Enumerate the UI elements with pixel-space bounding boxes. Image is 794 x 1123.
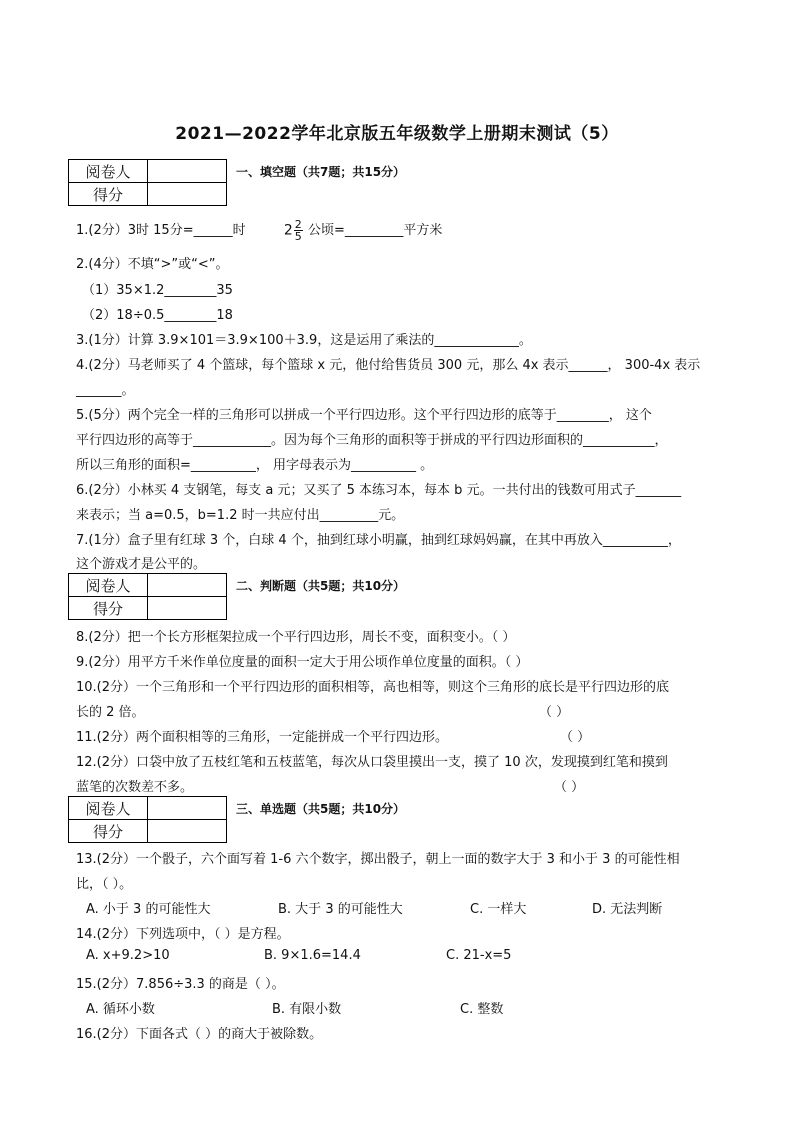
score-box-2	[68, 573, 227, 620]
section-heading-single-choice: 三、单选题（共5题；共10分）	[236, 802, 406, 816]
question-15-option-b[interactable]: B. 有限小数	[272, 1002, 342, 1017]
question-5-line1: 5.(5分）两个完全一样的三角形可以拼成一个平行四边形。这个平行四边形的底等于________， 这个	[76, 408, 652, 423]
q1-mixed-whole: 2	[283, 222, 293, 239]
question-12-line1: 12.(2分）口袋中放了五枝红笔和五枝蓝笔，每次从口袋里摸出一支，摸了 10 次，发现摸到红笔和摸到	[76, 755, 668, 770]
section-heading-fill-blank: 一、填空题（共7题；共15分）	[236, 165, 406, 179]
question-8: 8.(2分）把一个长方形框架拉成一个平行四边形，周长不变，面积变小。（ ）	[76, 630, 516, 645]
score-label: 得分	[69, 820, 148, 843]
question-14-stem: 14.(2分）下列选项中，（ ）是方程。	[76, 927, 290, 942]
question-12-line2: 蓝笔的次数差不多。	[76, 780, 194, 795]
question-16: 16.(2分）下面各式（ ）的商大于被除数。	[76, 1027, 323, 1042]
question-13-line1: 13.(2分）一个骰子，六个面写着 1-6 六个数字，掷出骰子，朝上一面的数字大于 3 和小于 3 的可能性相	[76, 852, 680, 867]
reviewer-blank[interactable]	[148, 574, 227, 597]
q1-fraction	[294, 219, 303, 242]
reviewer-label: 阅卷人	[69, 574, 148, 597]
question-4-line2: _______。	[76, 383, 135, 398]
question-6-line2: 来表示；当 a=0.5，b=1.2 时一共应付出_________元。	[76, 508, 405, 523]
reviewer-label: 阅卷人	[69, 797, 148, 820]
question-1	[76, 219, 442, 242]
question-15-option-c[interactable]: C. 整数	[460, 1002, 504, 1017]
q1-part1: 1.(2分）3时 15分=______时	[76, 223, 246, 238]
question-4-line1: 4.(2分）马老师买了 4 个篮球，每个篮球 x 元，他付给售货员 300 元，那么 4x 表示______， 300-4x 表示	[76, 358, 701, 373]
reviewer-blank[interactable]	[148, 797, 227, 820]
question-3: 3.(1分）计算 3.9×101＝3.9×100＋3.9，这是运用了乘法的_____________。	[76, 333, 532, 348]
question-14-option-a[interactable]: A. x+9.2>10	[86, 948, 170, 963]
question-14-option-b[interactable]: B. 9×1.6=14.4	[264, 948, 361, 963]
reviewer-blank[interactable]	[148, 160, 227, 183]
q1-part2: 公顷=_________平方米	[307, 223, 443, 238]
question-9: 9.(2分）用平方千米作单位度量的面积一定大于用公顷作单位度量的面积。（ ）	[76, 655, 529, 670]
q1-numerator: 2	[294, 218, 302, 231]
question-10-line2: 长的 2 倍。	[76, 705, 145, 720]
question-13-option-b[interactable]: B. 大于 3 的可能性大	[278, 902, 403, 917]
question-15-option-a[interactable]: A. 循环小数	[86, 1002, 155, 1017]
section-heading-true-false: 二、判断题（共5题；共10分）	[236, 579, 406, 593]
question-5-line2: 平行四边形的高等于____________。因为每个三角形的面积等于拼成的平行四边形面积的___________，	[76, 433, 668, 448]
question-13-option-c[interactable]: C. 一样大	[470, 902, 527, 917]
question-11-answer-paren[interactable]: （ ）	[560, 730, 591, 745]
question-5-line3: 所以三角形的面积=__________， 用字母表示为__________ 。	[76, 458, 434, 473]
question-6-line1: 6.(2分）小林买 4 支钢笔，每支 a 元；又买了 5 本练习本，每本 b 元。一共付出的钱数可用式子_______	[76, 483, 682, 498]
score-blank[interactable]	[148, 820, 227, 843]
question-13-line2: 比，（ ）。	[76, 877, 133, 892]
page-title: 2021—2022学年北京版五年级数学上册期末测试（5）	[175, 124, 619, 144]
score-label: 得分	[69, 183, 148, 206]
question-12-answer-paren[interactable]: （ ）	[554, 780, 585, 795]
question-2-b: （2）18÷0.5________18	[82, 308, 233, 323]
question-7-line1: 7.(1分）盒子里有红球 3 个，白球 4 个，抽到红球小明赢，抽到红球妈妈赢，在其中再放入__________，	[76, 533, 681, 548]
q1-denominator: 5	[294, 230, 302, 243]
question-2-a: （1）35×1.2________35	[82, 283, 233, 298]
question-2-stem: 2.(4分）不填“>”或“<”。	[76, 257, 229, 272]
question-13-option-a[interactable]: A. 小于 3 的可能性大	[86, 902, 211, 917]
question-15-stem: 15.(2分）7.856÷3.3 的商是（ ）。	[76, 977, 285, 992]
score-blank[interactable]	[148, 597, 227, 620]
score-blank[interactable]	[148, 183, 227, 206]
question-10-line1: 10.(2分）一个三角形和一个平行四边形的面积相等，高也相等，则这个三角形的底长是平行四边形的底	[76, 680, 670, 695]
score-label: 得分	[69, 597, 148, 620]
score-box-1	[68, 159, 227, 206]
question-10-answer-paren[interactable]: （ ）	[539, 705, 570, 720]
score-box-3	[68, 796, 227, 843]
question-14-option-c[interactable]: C. 21-x=5	[446, 948, 512, 963]
reviewer-label: 阅卷人	[69, 160, 148, 183]
question-7-line2: 这个游戏才是公平的。	[76, 557, 207, 572]
question-11: 11.(2分）两个面积相等的三角形，一定能拼成一个平行四边形。	[76, 730, 449, 745]
question-13-option-d[interactable]: D. 无法判断	[592, 902, 663, 917]
